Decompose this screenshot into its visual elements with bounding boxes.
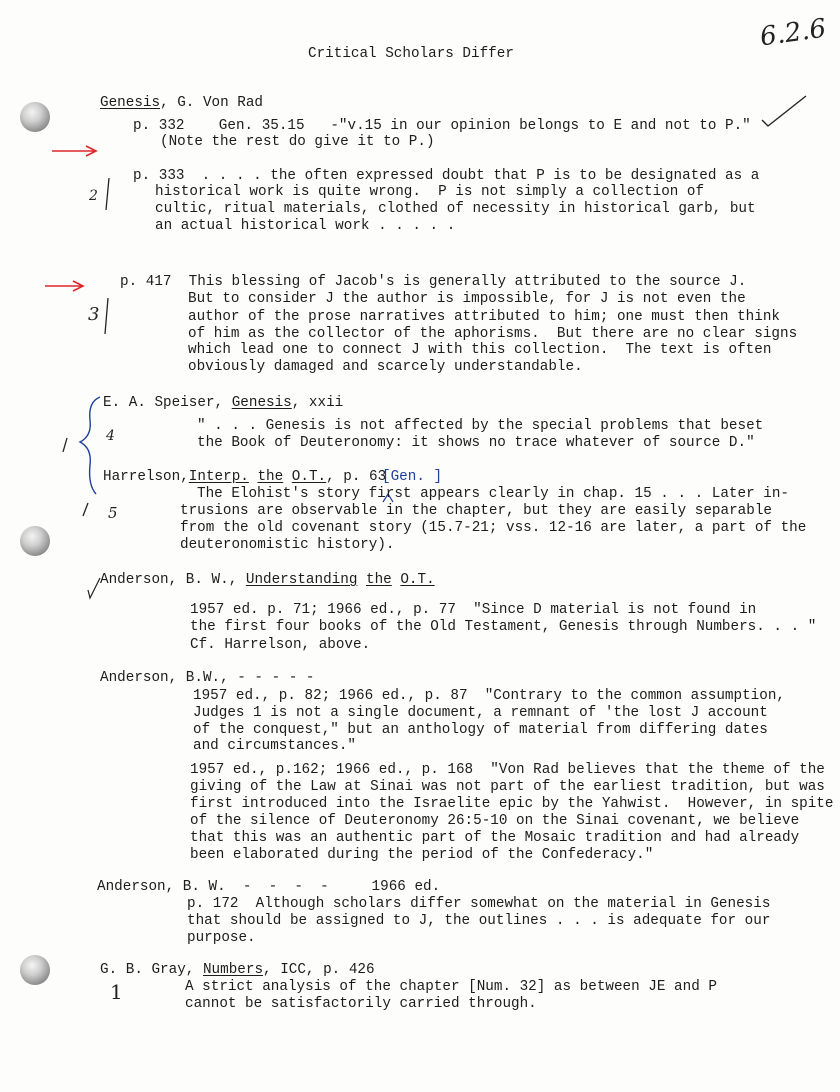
margin-bar [106, 178, 109, 210]
quote-line: and circumstances." [193, 738, 357, 754]
quote-line: " . . . Genesis is not affected by the special problems that beset [197, 418, 764, 434]
source-heading [103, 469, 386, 486]
page-ref: , p. 63 [326, 469, 387, 485]
handwritten-number: 4 [106, 428, 115, 444]
book-title: Understanding [245, 572, 358, 588]
entry-line: which lead one to connect J with this collection. The text is often [188, 342, 772, 358]
source-heading: Anderson, B. W. - - - - 1966 ed. [97, 879, 441, 895]
entry-line: author of the prose narratives attributed to him; one must then think [188, 309, 780, 325]
book-title: Genesis [100, 95, 161, 111]
brace-icon [80, 397, 100, 494]
source-heading [103, 395, 343, 412]
red-arrow-icon [45, 281, 83, 291]
source-heading [100, 95, 263, 112]
source-heading [100, 962, 375, 979]
quote-line: cannot be satisfactorily carried through. [185, 996, 537, 1012]
checkmark-icon [762, 96, 806, 126]
red-arrow-icon [52, 146, 96, 156]
quote-line: p. 172 Although scholars differ somewhat on the material in Genesis [187, 896, 771, 912]
quote-line: the Book of Deuteronomy: it shows no trace whatever of source D." [197, 435, 755, 451]
quote-line: been elaborated during the period of the Confederacy." [190, 847, 654, 863]
entry-line: p. 333 . . . . the often expressed doubt that P is to be designated as a [133, 168, 760, 184]
quote-line: first introduced into the Israelite epic by the Yahwist. However, in spite [190, 796, 834, 812]
entry-line: But to consider J the author is impossible, for J is not even the [188, 291, 746, 307]
source-heading [100, 572, 435, 589]
quote-line: deuteronomistic history). [180, 537, 395, 553]
book-title: O.T. [400, 572, 435, 588]
author: Harrelson, [103, 469, 189, 485]
quote-line: that should be assigned to J, the outlines . . . is adequate for our [187, 913, 771, 929]
entry-line: p. 417 This blessing of Jacob's is generally attributed to the source J. [120, 274, 747, 290]
author: Anderson, B. W., [100, 572, 246, 588]
quote-line: Cf. Harrelson, above. [190, 637, 371, 653]
quote-line: 1957 ed., p.162; 1966 ed., p. 168 "Von Rad believes that the theme of the [190, 762, 825, 778]
author: , G. Von Rad [160, 95, 264, 111]
quote-line: from the old covenant story (15.7-21; vss. 12-16 are later, a part of the [180, 520, 807, 536]
quote-line: 1957 ed. p. 71; 1966 ed., p. 77 "Since D material is not found in [190, 602, 757, 618]
quote-line: 1957 ed., p. 82; 1966 ed., p. 87 "Contrary to the common assumption, [193, 688, 785, 704]
handwritten-page-number: 6.2.6 [758, 13, 828, 53]
source-heading: Anderson, B.W., - - - - - [100, 670, 315, 686]
entry-line: (Note the rest do give it to P.) [160, 134, 435, 150]
entry-line: of him as the collector of the aphorisms. But there are no clear signs [188, 326, 798, 342]
entry-line: an actual historical work . . . . . [155, 218, 456, 234]
book-title: Genesis [231, 395, 292, 411]
handwritten-number: 1 [110, 980, 123, 1004]
book-title: O.T. [291, 469, 327, 485]
book-title: the [366, 572, 392, 588]
page-ref: , xxii [291, 395, 344, 411]
checkmark-icon [88, 578, 100, 598]
tick-mark [63, 438, 67, 452]
handwritten-number: 2 [89, 188, 98, 204]
author: E. A. Speiser, [103, 395, 232, 411]
quote-line: that this was an authentic part of the Mosaic tradition and had already [190, 830, 800, 846]
quote-line: trusions are observable in the chapter, but they are easily separable [180, 503, 772, 519]
quote-line: purpose. [187, 930, 256, 946]
book-title: Interp. [188, 469, 249, 485]
handwritten-number: 3 [88, 304, 100, 325]
author: G. B. Gray, [100, 962, 203, 978]
quote-line: The Elohist's story first appears clearly in chap. 15 . . . Later in- [197, 486, 789, 502]
entry-line: p. 332 Gen. 35.15 -"v.15 in our opinion belongs to E and not to P." [133, 118, 751, 134]
page-title: Critical Scholars Differ [308, 46, 514, 62]
page-ref: , ICC, p. 426 [263, 962, 375, 978]
entry-line: historical work is quite wrong. P is not simply a collection of [155, 184, 705, 200]
book-title: the [257, 469, 284, 485]
margin-bar [105, 298, 108, 334]
quote-line: the first four books of the Old Testament, Genesis through Numbers. . . " [190, 619, 817, 635]
quote-line: of the silence of Deuteronomy 26:5-10 on the Sinai covenant, we believe [190, 813, 800, 829]
tick-mark [83, 503, 88, 516]
book-title: Numbers [202, 962, 264, 978]
quote-line: A strict analysis of the chapter [Num. 32] as between JE and P [185, 979, 717, 995]
handwritten-insert: [Gen. ] [382, 469, 443, 485]
entry-line: obviously damaged and scarcely understandable. [188, 359, 583, 375]
handwritten-number: 5 [108, 504, 118, 522]
quote-line: Judges 1 is not a single document, a remnant of 'the lost J account [193, 705, 768, 721]
quote-line: of the conquest," but an anthology of material from differing dates [193, 722, 768, 738]
quote-line: giving of the Law at Sinai was not part of the earliest tradition, but was [190, 779, 825, 795]
entry-line: cultic, ritual materials, clothed of necessity in historical garb, but [155, 201, 756, 217]
